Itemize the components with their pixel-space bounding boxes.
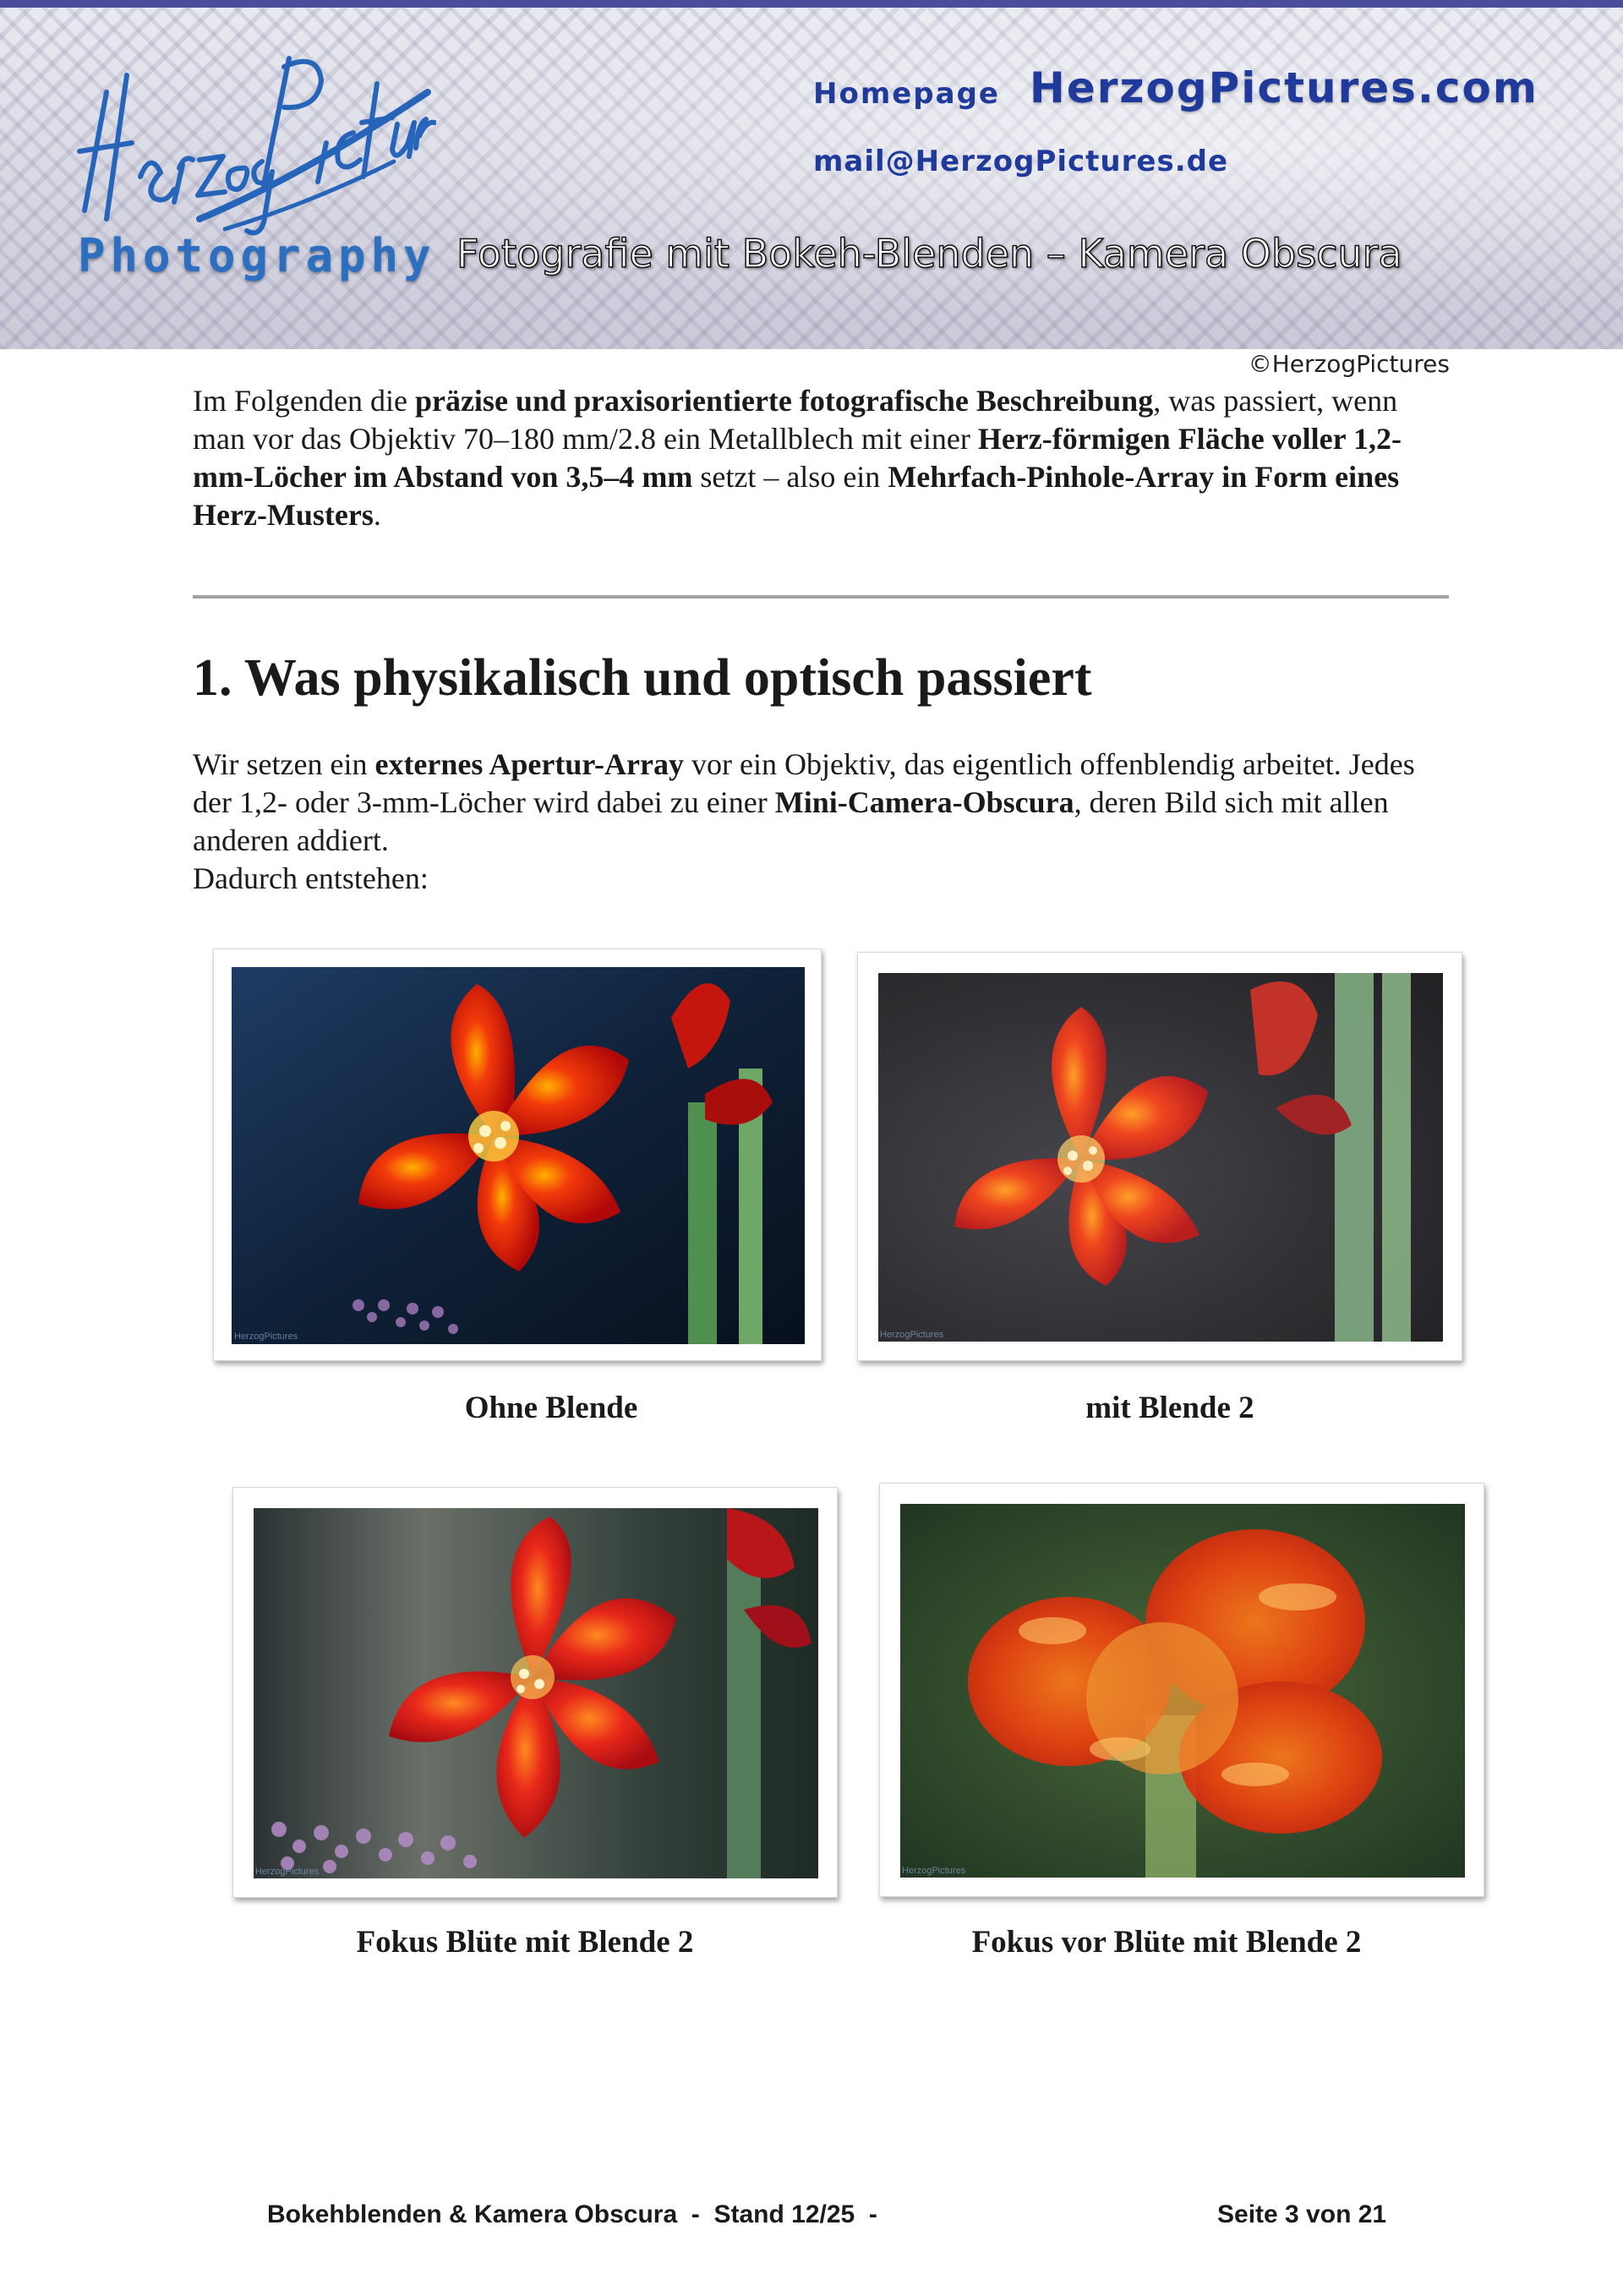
intro-text-1: Im Folgenden die [193, 384, 415, 418]
photo-amaryllis-soft [254, 1508, 818, 1878]
intro-bold-3: Mehrfach-Pinhole-Array in Form eines Herz-Musters [193, 460, 1400, 532]
photo-frame-fokus-vor-bluete [879, 1483, 1484, 1897]
herzogpictures-logo [73, 41, 436, 236]
intro-text-4: . [373, 498, 381, 532]
homepage-label: Homepage [813, 77, 1000, 111]
caption-fokus-vor-bluete: Fokus vor Blüte mit Blende 2 [971, 1925, 1362, 1960]
homepage-link[interactable]: HerzogPictures.com [1030, 63, 1538, 112]
photo-frame-ohne-blende [213, 948, 822, 1361]
photo-amaryllis-blurred [900, 1504, 1465, 1878]
header-banner [0, 0, 1623, 349]
caption-fokus-bluete: Fokus Blüte mit Blende 2 [356, 1925, 694, 1960]
caption-mit-blende-2: mit Blende 2 [1085, 1391, 1254, 1425]
footer-page-number: Seite 3 von 21 [1217, 2200, 1387, 2228]
section-text-3: , deren Bild sich mit allen anderen addiert. [193, 785, 1389, 857]
intro-text-3: setzt – also ein [692, 460, 888, 494]
copyright-notice: ©HerzogPictures [1248, 350, 1450, 378]
section-paragraph [193, 746, 1444, 898]
horizontal-rule [193, 595, 1449, 599]
photo-amaryllis-haze [878, 973, 1443, 1342]
email-link[interactable]: mail@HerzogPictures.de [813, 145, 1229, 178]
section-bold-1: externes Apertur-Array [374, 747, 684, 781]
intro-bold-1: präzise und praxisorientierte fotografische Beschreibung [414, 384, 1154, 418]
section-text-1: Wir setzen ein [193, 747, 375, 781]
intro-bold-2: Herz-förmigen Fläche voller 1,2-mm-Löcher im Abstand von 3,5–4 mm [193, 422, 1402, 494]
section-text-4: Dadurch entstehen: [193, 861, 429, 895]
section-bold-2: Mini-Camera-Obscura [774, 785, 1074, 819]
photo-frame-mit-blende-2 [857, 952, 1462, 1361]
section-text-2: vor ein Objektiv, das eigentlich offenblendig arbeitet. Jedes der 1,2- oder 3-mm-Löcher wird dabei zu einer [193, 747, 1415, 819]
document-title: Fotografie mit Bokeh-Blenden – Kamera Obscura [456, 231, 1402, 276]
intro-paragraph [193, 382, 1444, 534]
footer-document-info: Bokehblenden & Kamera Obscura - Stand 12/25 - [267, 2200, 877, 2228]
photo-watermark: HerzogPictures [902, 1866, 966, 1876]
photo-amaryllis-sharp [232, 967, 805, 1344]
photo-watermark: HerzogPictures [255, 1867, 320, 1877]
photo-watermark: HerzogPictures [234, 1331, 298, 1342]
section-heading: 1. Was physikalisch und optisch passiert [193, 649, 1092, 707]
logo-subtitle: Photography [78, 229, 436, 282]
intro-text-2: , was passiert, wenn man vor das Objektiv 70–180 mm/2.8 ein Metallblech mit einer [193, 384, 1398, 456]
caption-ohne-blende: Ohne Blende [464, 1391, 638, 1425]
photo-watermark: HerzogPictures [880, 1330, 944, 1340]
photo-frame-fokus-bluete [232, 1487, 838, 1898]
